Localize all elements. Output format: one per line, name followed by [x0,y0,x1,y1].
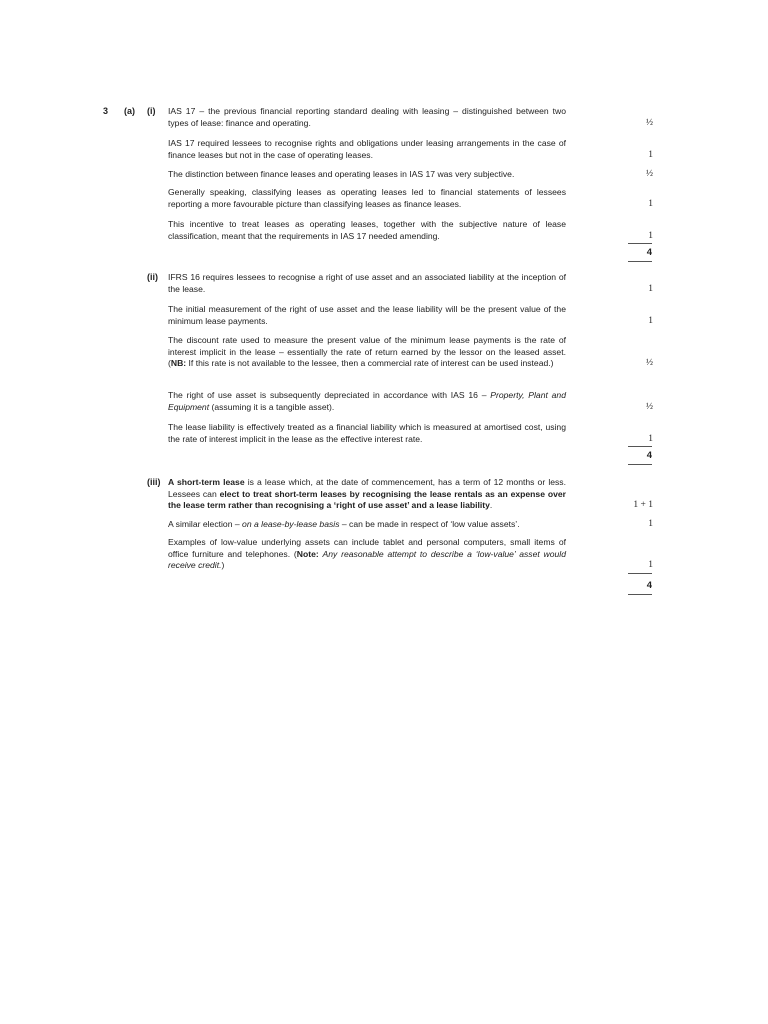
text-run: This incentive to treat leases as operating leases, together with the subjective nature of lease classification, meant that the requirements in IAS 17 needed amending. [168,219,566,241]
section-label: (i) [147,106,156,116]
answer-paragraph [168,187,566,210]
answer-paragraph [168,335,566,370]
mark-value: 1 [648,198,653,209]
mark-value: 1 [648,560,653,571]
section-total: 4 [646,450,652,461]
text-run: If this rate is not available to the lessee, then a commercial rate of interest can be used instead.) [186,358,554,369]
answer-paragraph [168,219,566,242]
italic-text: on a lease-by-lease basis [242,519,340,529]
bold-text: A short-term lease [168,477,245,487]
text-run: The distinction between finance leases and operating leases in IAS 17 was very subjective. [168,169,515,179]
mark-value: ½ [645,358,653,369]
answer-paragraph [168,138,566,161]
italic-text: Any reasonable attempt to describe a ‘low-value’ asset would receive credit. [168,548,566,571]
bold-text: Note: [296,548,319,559]
text-run: Generally speaking, classifying leases as operating leases led to financial statements of lessees reporting a more favourable picture than classifying leases as finance leases. [168,187,566,209]
italic-text: Property, Plant and Equipment [168,390,566,412]
mark-value: 1 [648,519,653,529]
answer-paragraph [168,390,566,413]
mark-value: ½ [645,169,653,179]
text-run: – can be made in respect of ‘low value assets’. [339,519,520,529]
mark-value: 1 [648,315,653,326]
text-run: The lease liability is effectively treated as a financial liability which is measured at amortised cost, using the rate of interest implicit in the lease as the effective interest rate. [168,422,566,444]
total-rule-bottom [628,464,652,465]
question-part: (a) [124,106,135,116]
answer-paragraph [168,477,566,512]
text-run: is a lease which, at the date of commencement, has a term of 12 months or less. Lessees can [168,477,566,499]
answer-paragraph [168,422,566,445]
text-run: IFRS 16 requires lessees to recognise a right of use asset and an associated liability at the inception of the lease. [168,272,566,294]
answer-paragraph [168,272,566,295]
text-run: (assuming it is a tangible asset). [209,401,335,412]
section-total: 4 [646,247,652,258]
bold-text: elect to treat short-term leases by recognising the lease rentals as an expense over the lease term rather than recognising a ‘right of use asset’ and a lease liability [168,488,567,511]
question-number: 3 [103,106,109,116]
text-run: The right of use asset is subsequently depreciated in accordance with IAS 16 – [168,390,491,400]
mark-value: 1 + 1 [633,500,653,511]
text-run: A similar election – [168,519,243,529]
answer-paragraph [168,304,566,327]
text-run: IAS 17 – the previous financial reporting standard dealing with leasing – distinguished between two types of lease: finance and operating. [168,106,566,128]
text-run: Examples of low-value underlying assets can include tablet and personal computers, small items of office furniture and telephones. ( [168,537,566,559]
mark-value: 1 [648,283,653,294]
mark-value: 1 [648,230,653,241]
total-rule-top [628,446,652,447]
total-rule-top [628,243,652,244]
section-total: 4 [646,580,652,591]
text-run: The initial measurement of the right of use asset and the lease liability will be the present value of the minimum lease payments. [168,304,566,326]
answer-paragraph [168,519,566,531]
answer-paragraph [168,169,566,181]
answer-paragraph [168,537,566,572]
mark-value: 1 [648,149,653,160]
section-label: (ii) [147,272,158,282]
section-label: (iii) [147,477,161,487]
total-rule-bottom [628,594,652,595]
mark-value: ½ [645,117,653,128]
mark-value: ½ [645,401,653,412]
text-run: IAS 17 required lessees to recognise rights and obligations under leasing arrangements in the case of finance leases but not in the case of operating leases. [168,138,566,160]
total-rule-top [628,573,652,574]
text-run: . [489,500,493,511]
answer-paragraph [168,106,566,129]
total-rule-bottom [628,261,652,262]
text-run: The discount rate used to measure the present value of the minimum lease payments is the rate of interest implicit in the lease – essentially the rate of return earned by the lessor on the leased asset. ( [168,335,566,369]
text-run: ) [221,560,225,571]
mark-value: 1 [648,433,653,444]
bold-text: NB: [170,358,187,369]
